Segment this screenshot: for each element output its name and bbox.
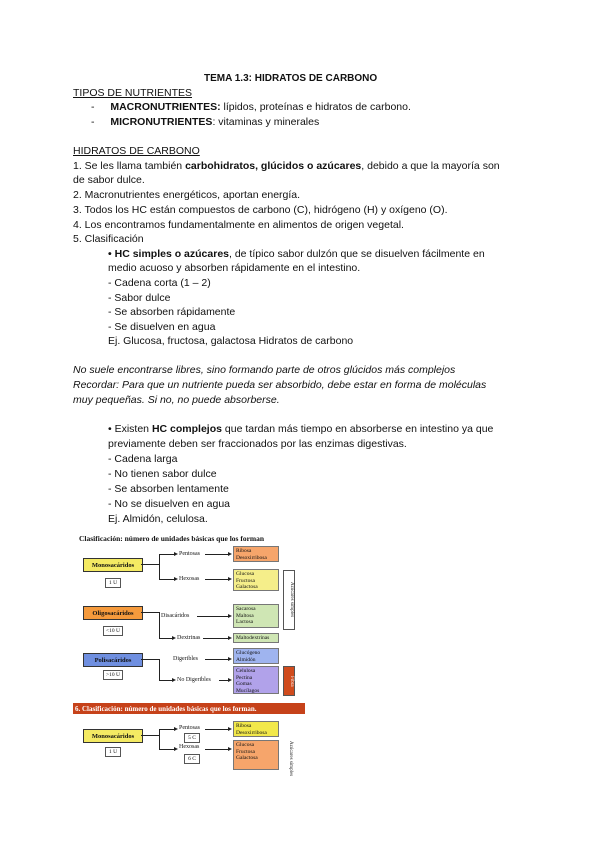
- poli-units: >10 U: [103, 670, 123, 680]
- result-item: Ribosa: [236, 548, 252, 554]
- side-label-azucares-2: Azúcares simples: [288, 741, 293, 777]
- side-label-azucares: Azúcares simples: [283, 570, 295, 630]
- hc-point-3: 3. Todos los HC están compuestos de carbono (C), hidrógeno (H) y oxígeno (O).: [73, 204, 448, 216]
- monosacaridos-box-2: Monosacáridos: [83, 729, 143, 743]
- result-item: Pectina: [236, 674, 253, 681]
- tipos-item-macro: [91, 101, 411, 113]
- hexosas-carbons: 6 C: [184, 754, 200, 764]
- result-hexosas: [233, 569, 279, 591]
- hexosas-label: Hexosas: [179, 576, 200, 582]
- polisacaridos-box: Polisacáridos: [83, 653, 143, 667]
- result-item: Almidón: [236, 656, 256, 663]
- complejos-bold: HC complejos: [151, 423, 222, 435]
- result-pentosas: [233, 546, 279, 562]
- pentosas-carbons: 5 C: [184, 733, 200, 743]
- result-item: Fructosa: [236, 748, 255, 755]
- simples-intro: [108, 248, 485, 260]
- complejos-pre: • Existen: [108, 423, 152, 435]
- simples-item: - Se disuelven en agua: [108, 321, 216, 333]
- hc-point-1: [73, 160, 500, 172]
- disacaridos-label: Disacáridos: [161, 613, 190, 619]
- tipos-heading: TIPOS DE NUTRIENTES: [73, 87, 193, 99]
- p1-pre: 1. Se les llama también: [73, 160, 186, 172]
- simples-example: Ej. Glucosa, fructosa, galactosa Hidratos de carbono: [108, 335, 354, 347]
- result-hexosas-2: [233, 740, 279, 770]
- diagram2-header: [73, 703, 305, 714]
- simples-item: - Cadena corta (1 – 2): [108, 277, 211, 289]
- diagram2-title: 6. Clasificación: número de unidades básicas que los forman.: [75, 705, 257, 713]
- result-item: Glucosa: [236, 742, 255, 748]
- dextrinas-label: Dextrinas: [177, 635, 201, 641]
- p1-post: , debido a que la mayoría son: [361, 160, 500, 172]
- hc-point-5: 5. Clasificación: [73, 233, 144, 245]
- classification-diagram-2: [73, 703, 319, 800]
- oligo-units: <10 U: [103, 626, 123, 636]
- simples-item: - Sabor dulce: [108, 292, 171, 304]
- p1-bold: carbohidratos, glúcidos o azúcares: [185, 160, 362, 172]
- classification-diagram-1: [73, 532, 319, 697]
- macro-text: lípidos, proteínas e hidratos de carbono.: [220, 101, 411, 113]
- result-item: Sacarosa: [236, 606, 256, 612]
- hc-point-1-cont: de sabor dulce.: [73, 174, 145, 186]
- simples-cont: medio acuoso y absorben rápidamente en el intestino.: [108, 262, 361, 274]
- complejos-example: Ej. Almidón, celulosa.: [108, 513, 208, 525]
- result-item: Maltosa: [236, 612, 254, 619]
- complejos-rest: que tardan más tiempo en absorberse en intestino ya que: [221, 423, 494, 435]
- note-1: No suele encontrarse libres, sino formando parte de otros glúcidos más complejos: [73, 364, 456, 376]
- oligosacaridos-box: Oligosacáridos: [83, 606, 143, 620]
- simples-bold: HC simples o azúcares: [114, 248, 229, 260]
- digeribles-label: Digeribles: [173, 656, 198, 662]
- tipos-item-micro: [91, 116, 319, 128]
- result-item: Maltodextrinas: [236, 635, 270, 641]
- result-item: Desoxirribosa: [236, 729, 267, 736]
- monosacaridos-box: Monosacáridos: [83, 558, 143, 572]
- hc-heading: HIDRATOS DE CARBONO: [73, 145, 200, 157]
- result-no-digeribles: [233, 666, 279, 694]
- result-item: Desoxirribosa: [236, 554, 267, 561]
- side-label-fibra: Fibra: [283, 666, 295, 696]
- pentosas-label: Pentosas: [179, 551, 200, 557]
- bullet: •: [108, 248, 112, 260]
- result-item: Lactosa: [236, 619, 254, 625]
- result-item: Gomas: [236, 681, 252, 687]
- complejos-item: - No se disuelven en agua: [108, 498, 230, 510]
- note-3: muy pequeñas. Si no, no puede absorberse.: [73, 394, 280, 406]
- result-pentosas-2: [233, 721, 279, 737]
- micro-label: MICRONUTRIENTES: [110, 116, 213, 128]
- no-digeribles-label: No Digeribles: [177, 677, 211, 683]
- mono-units-2: 1 U: [105, 747, 121, 757]
- note-2: Recordar: Para que un nutriente pueda ser absorbido, debe estar en forma de moléculas: [73, 379, 487, 391]
- hc-point-2: 2. Macronutrientes energéticos, aportan energía.: [73, 189, 301, 201]
- result-item: Ribosa: [236, 723, 252, 729]
- bullet: -: [91, 116, 95, 128]
- micro-text: : vitaminas y minerales: [212, 116, 320, 128]
- result-disacaridos: [233, 604, 279, 628]
- complejos-item: - No tienen sabor dulce: [108, 468, 217, 480]
- complejos-item: - Se absorben lentamente: [108, 483, 229, 495]
- simples-item: - Se absorben rápidamente: [108, 306, 236, 318]
- macro-label: MACRONUTRIENTES:: [110, 101, 221, 113]
- hexosas-label-2: Hexosas: [179, 744, 200, 750]
- result-dextrinas: [233, 633, 279, 643]
- hc-point-4: 4. Los encontramos fundamentalmente en alimentos de origen vegetal.: [73, 219, 404, 231]
- complejos-intro: [108, 423, 493, 435]
- result-item: Galactosa: [236, 584, 258, 590]
- diagram1-title: Clasificación: número de unidades básicas que los forman: [79, 534, 265, 543]
- mono-units: 1 U: [105, 578, 121, 588]
- page-title: TEMA 1.3: HIDRATOS DE CARBONO: [204, 73, 378, 84]
- pentosas-label-2: Pentosas: [179, 725, 200, 731]
- bullet: -: [91, 101, 95, 113]
- result-digeribles: [233, 648, 279, 664]
- result-item: Celulosa: [236, 668, 256, 674]
- result-item: Fructosa: [236, 577, 255, 584]
- complejos-cont: previamente deben ser fraccionados por las enzimas digestivas.: [108, 438, 407, 450]
- simples-rest: , de típico sabor dulzón que se disuelven fácilmente en: [229, 248, 485, 260]
- result-item: Glucógeno: [236, 650, 261, 656]
- complejos-item: - Cadena larga: [108, 453, 178, 465]
- result-item: Glucosa: [236, 571, 255, 577]
- result-item: Mucílagos: [236, 687, 260, 694]
- result-item: Galactosa: [236, 755, 258, 761]
